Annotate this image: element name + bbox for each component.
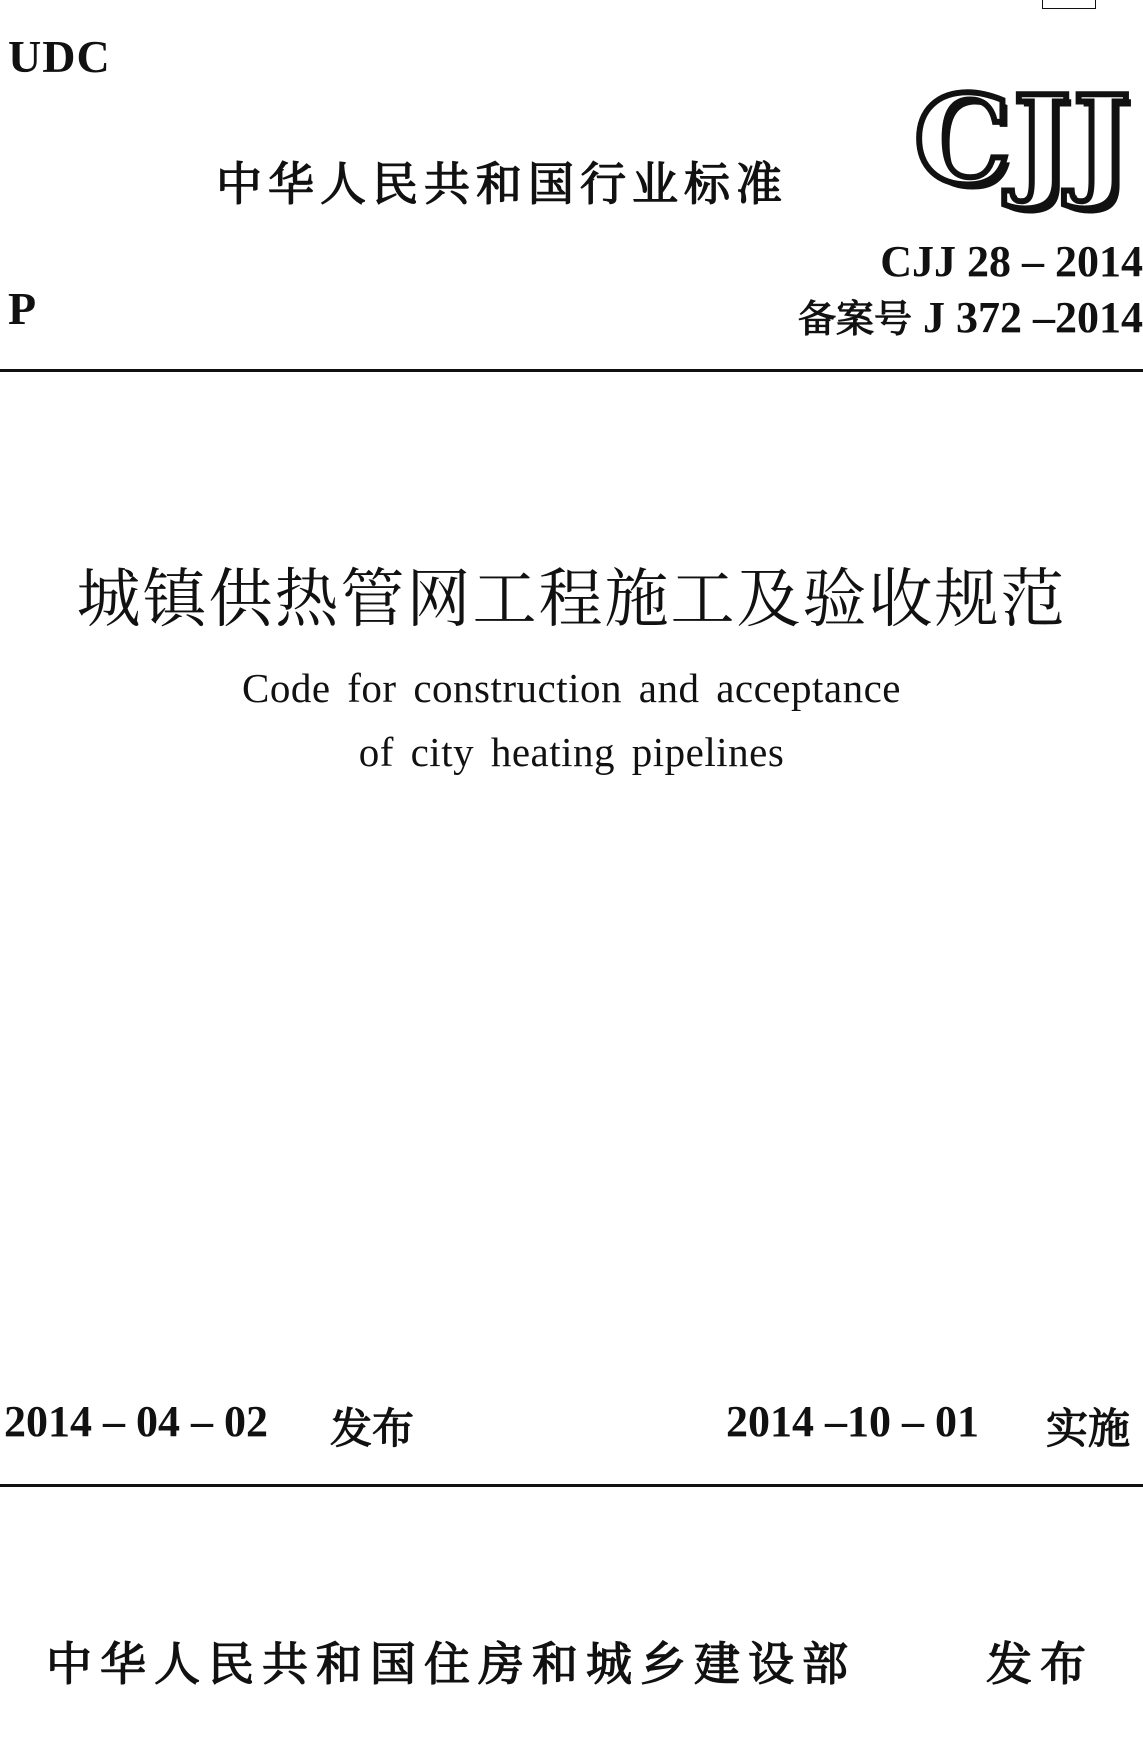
issue-label: 发布	[330, 1404, 415, 1453]
title-english-line2: of city heating pipelines	[358, 729, 785, 775]
record-number	[703, 288, 1143, 343]
corner-stamp	[1042, 0, 1096, 9]
record-label: 备案号	[797, 297, 912, 341]
record-number-value: J 372 –2014	[912, 293, 1143, 342]
udc-label: UDC	[8, 31, 111, 82]
effective-label: 实施	[1046, 1404, 1131, 1453]
bottom-divider	[0, 1484, 1143, 1487]
standard-number: CJJ 28 – 2014	[880, 237, 1143, 286]
publisher-name: 中华人民共和国住房和城乡建设部	[46, 1637, 856, 1691]
title-english-line1: Code for construction and acceptance	[241, 665, 901, 711]
top-divider	[0, 369, 1143, 372]
industry-standard-heading: 中华人民共和国行业标准	[216, 157, 788, 211]
publish-label: 发布	[986, 1637, 1094, 1691]
issue-date: 2014 – 04 – 02	[4, 1397, 268, 1446]
classification-code: P	[8, 283, 37, 334]
title-chinese: 城镇供热管网工程施工及验收规范	[76, 563, 1067, 637]
effective-date: 2014 –10 – 01	[726, 1397, 979, 1446]
cjj-logo: CJJ	[914, 68, 1133, 212]
